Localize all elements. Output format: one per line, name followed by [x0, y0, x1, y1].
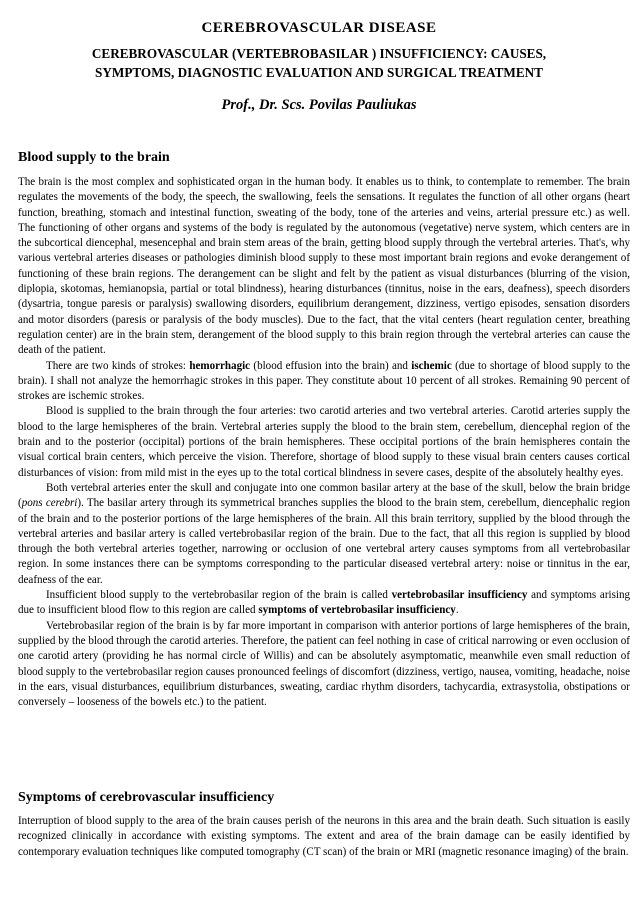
paragraph: Interruption of blood supply to the area of the brain causes perish of the neurons in this area and the brain death. Such situation is easily recognized clinically in accordance with existing symptoms. The extent and area of the brain damage can be easily identified by contemporary evaluation techniques like computed tomography (CT scan) of the brain or MRI (magnetic resonance imaging) of the brain.	[18, 815, 630, 858]
term-pons-cerebri: pons cerebri	[21, 497, 78, 510]
paragraph	[18, 588, 630, 619]
section-heading-symptoms: Symptoms of cerebrovascular insufficiency	[18, 790, 275, 805]
section-heading-blood-supply: Blood supply to the brain	[18, 150, 170, 165]
text-run: (due to shortage of blood supply to the brain). I shall not analyze the hemorrhagic strokes in this paper. They constitute about 10 percent of all strokes. Remaining 90 percent of strokes are ischemic strokes.	[18, 359, 630, 403]
subtitle-line-2: SYMPTOMS, DIAGNOSTIC EVALUATION AND SURGICAL TREATMENT	[95, 65, 543, 80]
paragraph: Blood is supplied to the brain through the four arteries: two carotid arteries and two vertebral arteries. Carotid arteries supply the blood to the large hemispheres of the brain. Vertebral arteries supply the blood to the brain stem, cerebellum, diencephal region of the brain and to the posterior (occipital) portions of the brain hemispheres. These occipital portions of the brain hemispheres contain the visual cortical brain centers, which perceive the vision. Therefore, shortage of blood supply to these visual brain centers causes cortical disturbances of vision: from mild mist in the eyes up to the total cortical blindness in severe cases, despite of the absolutely healthy eyes.	[18, 405, 630, 479]
text-run: There are two kinds of strokes:	[46, 359, 190, 372]
term-ischemic: ischemic	[411, 359, 452, 372]
term-symptoms-of-vbi: symptoms of vertebrobasilar insufficiency	[258, 604, 456, 617]
text-run: and symptoms arising due to insufficient blood flow to this region are called	[18, 589, 630, 617]
text-run: Insufficient blood supply to the vertebrobasilar region of the brain is called	[46, 589, 392, 602]
text-run: (blood effusion into the brain) and	[250, 359, 412, 372]
text-run: Both vertebral arteries enter the skull and conjugate into one common basilar artery at the base of the skull, below the brain bridge (	[18, 481, 630, 510]
document-subtitle	[40, 44, 598, 82]
subtitle-line-1: CEREBROVASCULAR (VERTEBROBASILAR ) INSUFFICIENCY: CAUSES,	[91, 46, 547, 61]
term-vertebrobasilar-insufficiency: vertebrobasilar insufficiency	[391, 589, 528, 602]
document-title: CEREBROVASCULAR DISEASE	[201, 20, 437, 36]
section-body-blood-supply	[18, 175, 630, 710]
section-body-symptoms	[18, 814, 630, 860]
text-run: .	[455, 604, 459, 617]
term-hemorrhagic: hemorrhagic	[189, 359, 251, 372]
paragraph	[18, 481, 630, 588]
text-run: ). The basilar artery through its symmetrical branches supplies the blood to the brain stem, cerebellum, diencephalic region of the brain and to the posterior portions of the large hemispheres of the brain. All this brain territory, supplied by the blood through the vertebral arteries and basilar artery is called vertebrobasilar region of the brain. Due to the fact, that all this region is supplied by blood through the both vertebral arteries together, narrowing or occlusion of one vertebral artery causes symptoms from all vertebrobasilar region. In some instances there can be symptoms corresponding to the particular diseased vertebral artery: noise or tinnitus in the ear, deafness of the ear.	[18, 497, 630, 586]
paragraph	[18, 359, 630, 405]
paragraph: The brain is the most complex and sophisticated organ in the human body. It enables us to think, to contemplate to remember. The brain regulates the movements of the body, the speech, the swallowing, feels the sensations. It regulates the function of all other organs (heart function, breathing, stomach and intestinal function, sweating of the body, tone of the arteries and veins, arterial pressure etc.) as well. The functioning of other organs and systems of the body is regulated by the autonomous (vegetative) nerve system, which centers are in the subcortical diencephal, mesencephal and brain stem areas of the brain, getting blood supply through the vertebral arteries. That's, why various vertebral arteries diseases or pathologies diminish blood supply to these most important brain regions and evoke derangement of functioning of these brain regions. The derangement can be slight and felt by the patient as visual disturbances (blurring of the vision, diplopia, skotomas, hemianopsia, partial or total blindness), hearing disturbances (tinnitus, noise in the ears, deafness), speech disorders (dysartria, tongue paresis or paralysis) swallowing disorders, equilibrium derangement, dizziness, vertigo episodes, sensation disorders and motor disorders (paresis or paralysis of the body muscles). Due to the fact, that the vital centers (heart regulation center, breathing regulation center) are in the brain stem, derangement of the blood supply to this brain region through the vertebral arteries can cause the death of the patient.	[18, 176, 630, 357]
paragraph: Vertebrobasilar region of the brain is by far more important in comparison with anterior portions of large hemispheres of the brain, supplied by the blood through the carotid arteries. Therefore, the patient can feel nothing in case of critical narrowing or even occlusion of one carotid artery (providing he has normal circle of Willis) and can be absolutely asymptomatic, meanwhile even small reduction of blood supply to the vertebrobasilar region causes pronounced feelings of discomfort (dizziness, vertigo, nausea, vomiting, headache, noise in the ears, visual disturbances, equilibrium disturbances, sweating, cardiac rhythm disorders, tachycardia, extrasystolia, obstipations or conversely – looseness of the bowels etc.) to the patient.	[18, 619, 631, 709]
author-name: Prof., Dr. Scs. Povilas Pauliukas	[221, 97, 417, 113]
